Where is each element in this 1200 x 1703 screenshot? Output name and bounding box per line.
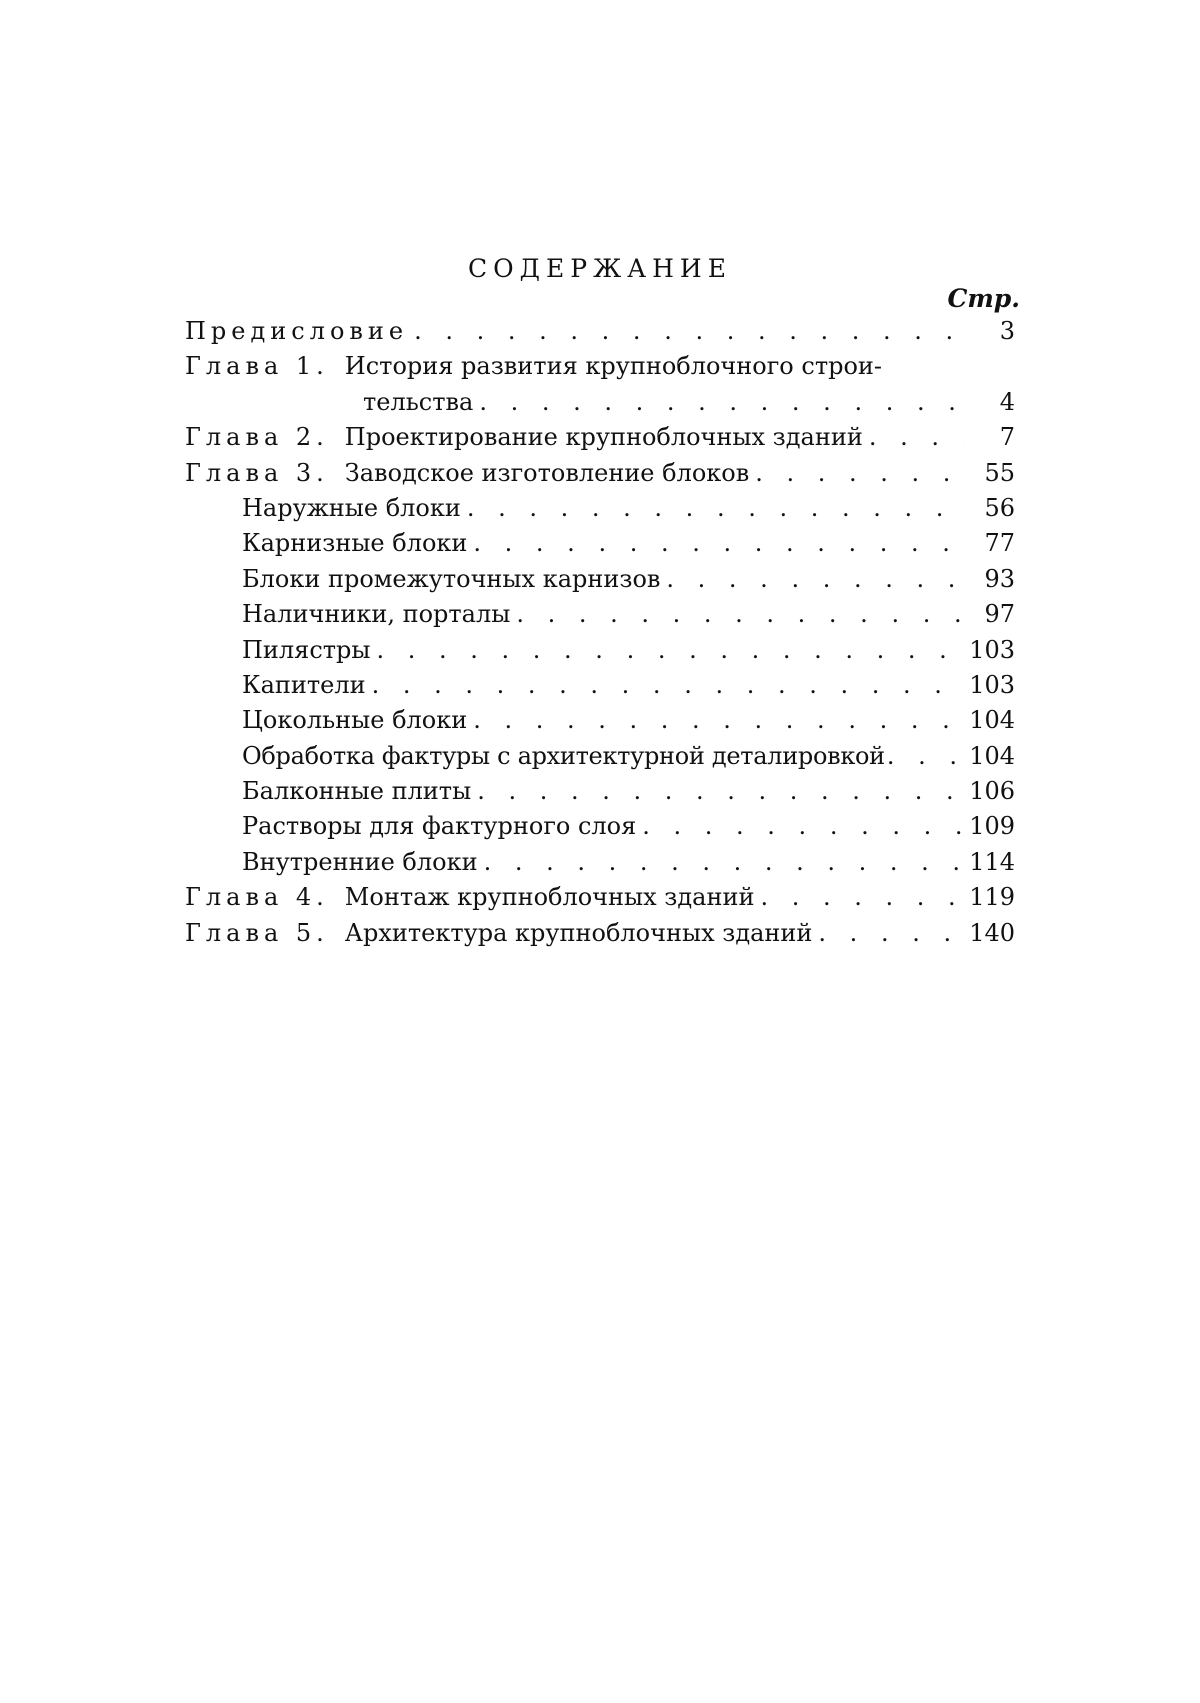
toc-entry-prefix: Глава 5. (185, 918, 329, 947)
toc-entry-page: 7 (999, 423, 1015, 452)
toc-entry-label: Капители (242, 670, 366, 699)
toc-entry-prefix: Глава 3. (185, 458, 329, 487)
toc-leader-dots (642, 809, 963, 844)
toc-leader-dots (887, 739, 967, 774)
toc-entry-page: 104 (969, 706, 1015, 735)
toc-entry-label: Заводское изготовление блоков (344, 458, 750, 487)
toc-entry-page: 114 (969, 847, 1015, 876)
toc-entry-page: 103 (969, 670, 1015, 699)
toc-subentry (185, 597, 1015, 632)
toc-entry-page: 119 (969, 883, 1015, 912)
toc-entry-label: Карнизные блоки (242, 529, 468, 558)
toc-entry-label: Пилястры (242, 635, 371, 664)
toc-subentry (185, 491, 1015, 526)
toc-entry-label: Наличники, порталы (242, 600, 511, 629)
toc-entry-page: 77 (984, 529, 1015, 558)
toc-entry-label: тельства (363, 387, 474, 416)
toc-entry-page: 140 (969, 918, 1015, 947)
toc-entry (185, 314, 1015, 349)
toc-leader-dots (516, 597, 965, 632)
toc-subentry (185, 809, 1015, 844)
toc-leader-dots (467, 491, 965, 526)
toc-entry-prefix: Глава 4. (185, 883, 329, 912)
toc-subentry (185, 668, 1015, 703)
toc-subentry (185, 526, 1015, 561)
toc-entry (185, 880, 1015, 915)
toc-entry-page: 56 (984, 493, 1015, 522)
toc-entry-label: Предисловие (185, 317, 409, 345)
toc-leader-dots (869, 420, 965, 455)
toc-entry-label: История развития крупноблочного строи- (344, 352, 883, 381)
toc-list (185, 314, 1015, 951)
toc-subentry (185, 633, 1015, 668)
toc-entry-label: Архитектура крупноблочных зданий (344, 918, 813, 947)
toc-entry-label: Наружные блоки (242, 493, 461, 522)
toc-leader-dots (479, 385, 965, 420)
toc-entry-page: 109 (969, 812, 1015, 841)
toc-leader-dots (666, 562, 965, 597)
toc-entry-prefix: Глава 1. (185, 352, 329, 381)
toc-subentry (185, 774, 1015, 809)
toc-leader-dots (477, 774, 963, 809)
toc-entry-page: 3 (999, 317, 1015, 345)
toc-entry-page: 103 (969, 635, 1015, 664)
toc-subentry (185, 739, 1015, 774)
toc-entry (185, 456, 1015, 491)
toc-leader-dots (414, 314, 965, 349)
toc-subentry (185, 703, 1015, 738)
toc-entry-prefix: Глава 2. (185, 423, 329, 452)
toc-leader-dots (377, 633, 964, 668)
toc-leader-dots (473, 526, 965, 561)
toc-entry-label: Внутренние блоки (242, 847, 478, 876)
toc-entry (185, 420, 1015, 455)
toc-title: СОДЕРЖАНИЕ (468, 254, 732, 283)
toc-entry-label: Монтаж крупноблочных зданий (344, 883, 755, 912)
toc-entry-label: Балконные плиты (242, 777, 472, 806)
toc-leader-dots (760, 880, 963, 915)
toc-entry (185, 916, 1015, 951)
toc-entry (185, 385, 1015, 420)
toc-leader-dots (372, 668, 964, 703)
toc-subentry (185, 562, 1015, 597)
toc-entry-label: Растворы для фактурного слоя (242, 812, 637, 841)
toc-leader-dots (755, 456, 965, 491)
toc-entry-page: 106 (969, 777, 1015, 806)
toc-entry-page: 55 (984, 458, 1015, 487)
toc-leader-dots (818, 916, 963, 951)
toc-entry-page: 97 (984, 600, 1015, 629)
page-column-label: Стр. (947, 284, 1020, 313)
toc-entry-label: Обработка фактуры с архитектурной деталировкой (242, 741, 885, 770)
toc-leader-dots (484, 845, 964, 880)
toc-entry-page: 104 (969, 741, 1015, 770)
toc-leader-dots (473, 703, 963, 738)
toc-subentry (185, 845, 1015, 880)
toc-entry-label: Проектирование крупноблочных зданий (344, 423, 863, 452)
toc-entry-page: 4 (999, 387, 1015, 416)
toc-entry (185, 349, 1015, 384)
toc-entry-label: Блоки промежуточных карнизов (242, 564, 661, 593)
toc-entry-label: Цокольные блоки (242, 706, 468, 735)
toc-entry-page: 93 (984, 564, 1015, 593)
